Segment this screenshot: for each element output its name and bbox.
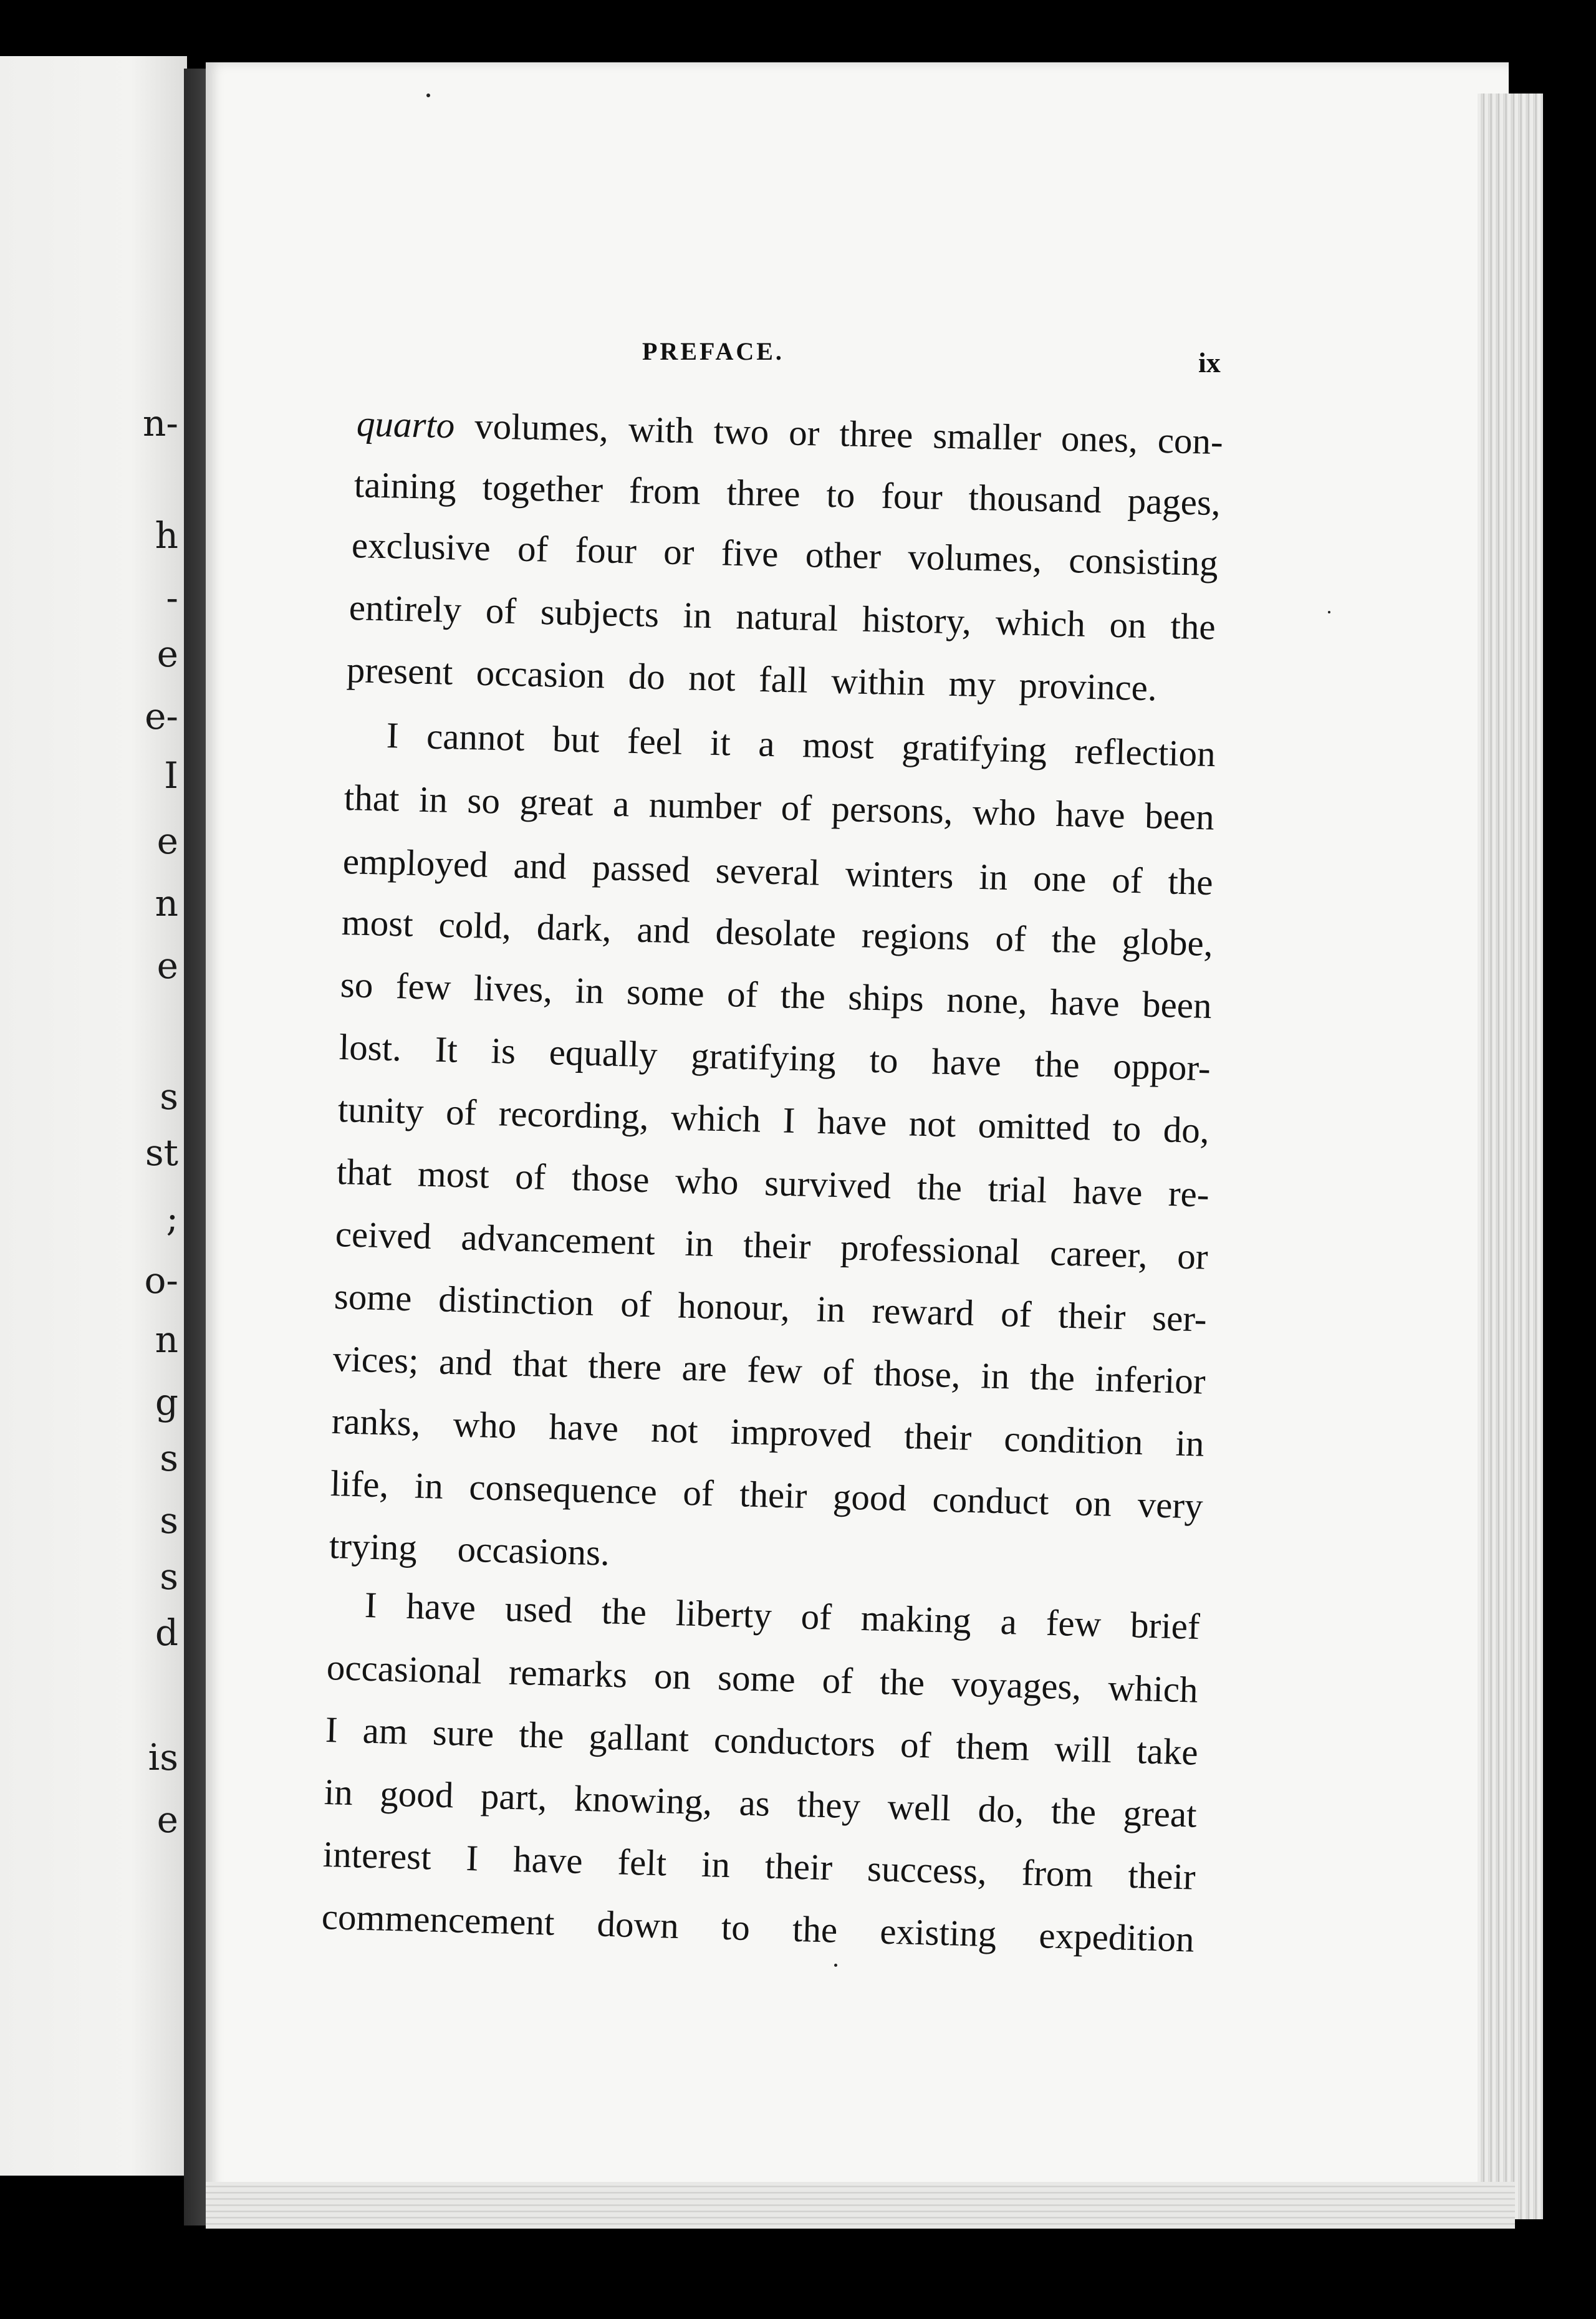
left-fragment: ; <box>166 1197 178 1239</box>
text-line: employed and passed several winters in one of the <box>342 840 1214 903</box>
left-fragment: n <box>155 882 178 924</box>
left-fragment: s <box>160 1555 178 1598</box>
left-fragment: n <box>155 1318 178 1361</box>
text-line: tunity of recording, which I have not omitted to do, <box>337 1088 1210 1151</box>
left-fragment: e <box>156 633 178 675</box>
text-line: taining together from three to four thousand pages, <box>353 464 1221 524</box>
text-line: exclusive of four or five other volumes, consisting <box>351 524 1219 584</box>
text-line: occasional remarks on some of the voyages, which <box>326 1646 1199 1711</box>
text-line: lost. It is equally gratifying to have the oppor- <box>339 1026 1211 1089</box>
text-line: present occasion do not fall within my province. <box>346 649 1158 709</box>
text-line: most cold, dark, and desolate regions of the globe, <box>341 901 1214 964</box>
text-line: in good part, knowing, as they well do, the great <box>324 1771 1198 1835</box>
text-line: vices; and that there are few of those, in the inferior <box>332 1338 1206 1402</box>
left-fragment: n- <box>143 402 178 444</box>
left-fragment: st <box>145 1131 178 1174</box>
text-line: some distinction of honour, in reward of their ser- <box>334 1275 1208 1340</box>
left-fragment: e- <box>145 695 178 737</box>
text-line: I have used the liberty of making a few brief <box>364 1584 1201 1648</box>
text-line: quarto volumes, with two or three smaller ones, con- <box>356 403 1224 463</box>
left-fragment: s <box>160 1437 178 1479</box>
running-head: PREFACE. <box>642 337 784 365</box>
left-fragment: d <box>155 1611 178 1654</box>
left-fragment: h <box>155 514 178 557</box>
left-fragment: I <box>164 754 178 797</box>
left-fragment: s <box>160 1075 178 1118</box>
text-line: so few lives, in some of the ships none, have been <box>340 964 1213 1027</box>
left-fragment: o- <box>144 1259 178 1302</box>
text-line: I am sure the gallant conductors of them will take <box>325 1709 1199 1773</box>
text-line: life, in consequence of their good conduct on very <box>330 1462 1204 1527</box>
page-number: ix <box>1198 347 1221 378</box>
text-line: that in so great a number of persons, who have been <box>344 777 1215 838</box>
left-fragment: is <box>148 1736 178 1779</box>
left-fragment: g <box>155 1381 178 1423</box>
left-fragment: e <box>156 944 178 987</box>
text-line: entirely of subjects in natural history, which on the <box>349 587 1216 648</box>
left-fragment: s <box>160 1499 178 1542</box>
italic-word: quarto <box>356 403 456 446</box>
left-fragment: - <box>166 577 178 619</box>
text-line: ranks, who have not improved their condition in <box>331 1400 1205 1464</box>
text-line: interest I have felt in their success, from their <box>322 1833 1196 1898</box>
text-line: I cannot but feel it a most gratifying reflection <box>386 714 1216 775</box>
text-line: ceived advancement in their professional career, or <box>335 1213 1209 1277</box>
text-line: commencement down to the existing expedition <box>321 1896 1195 1960</box>
text-line: trying occasions. <box>329 1525 610 1573</box>
left-fragment: e <box>156 1798 178 1841</box>
left-fragment: e <box>156 820 178 862</box>
text-line: that most of those who survived the trial have re- <box>336 1151 1210 1215</box>
